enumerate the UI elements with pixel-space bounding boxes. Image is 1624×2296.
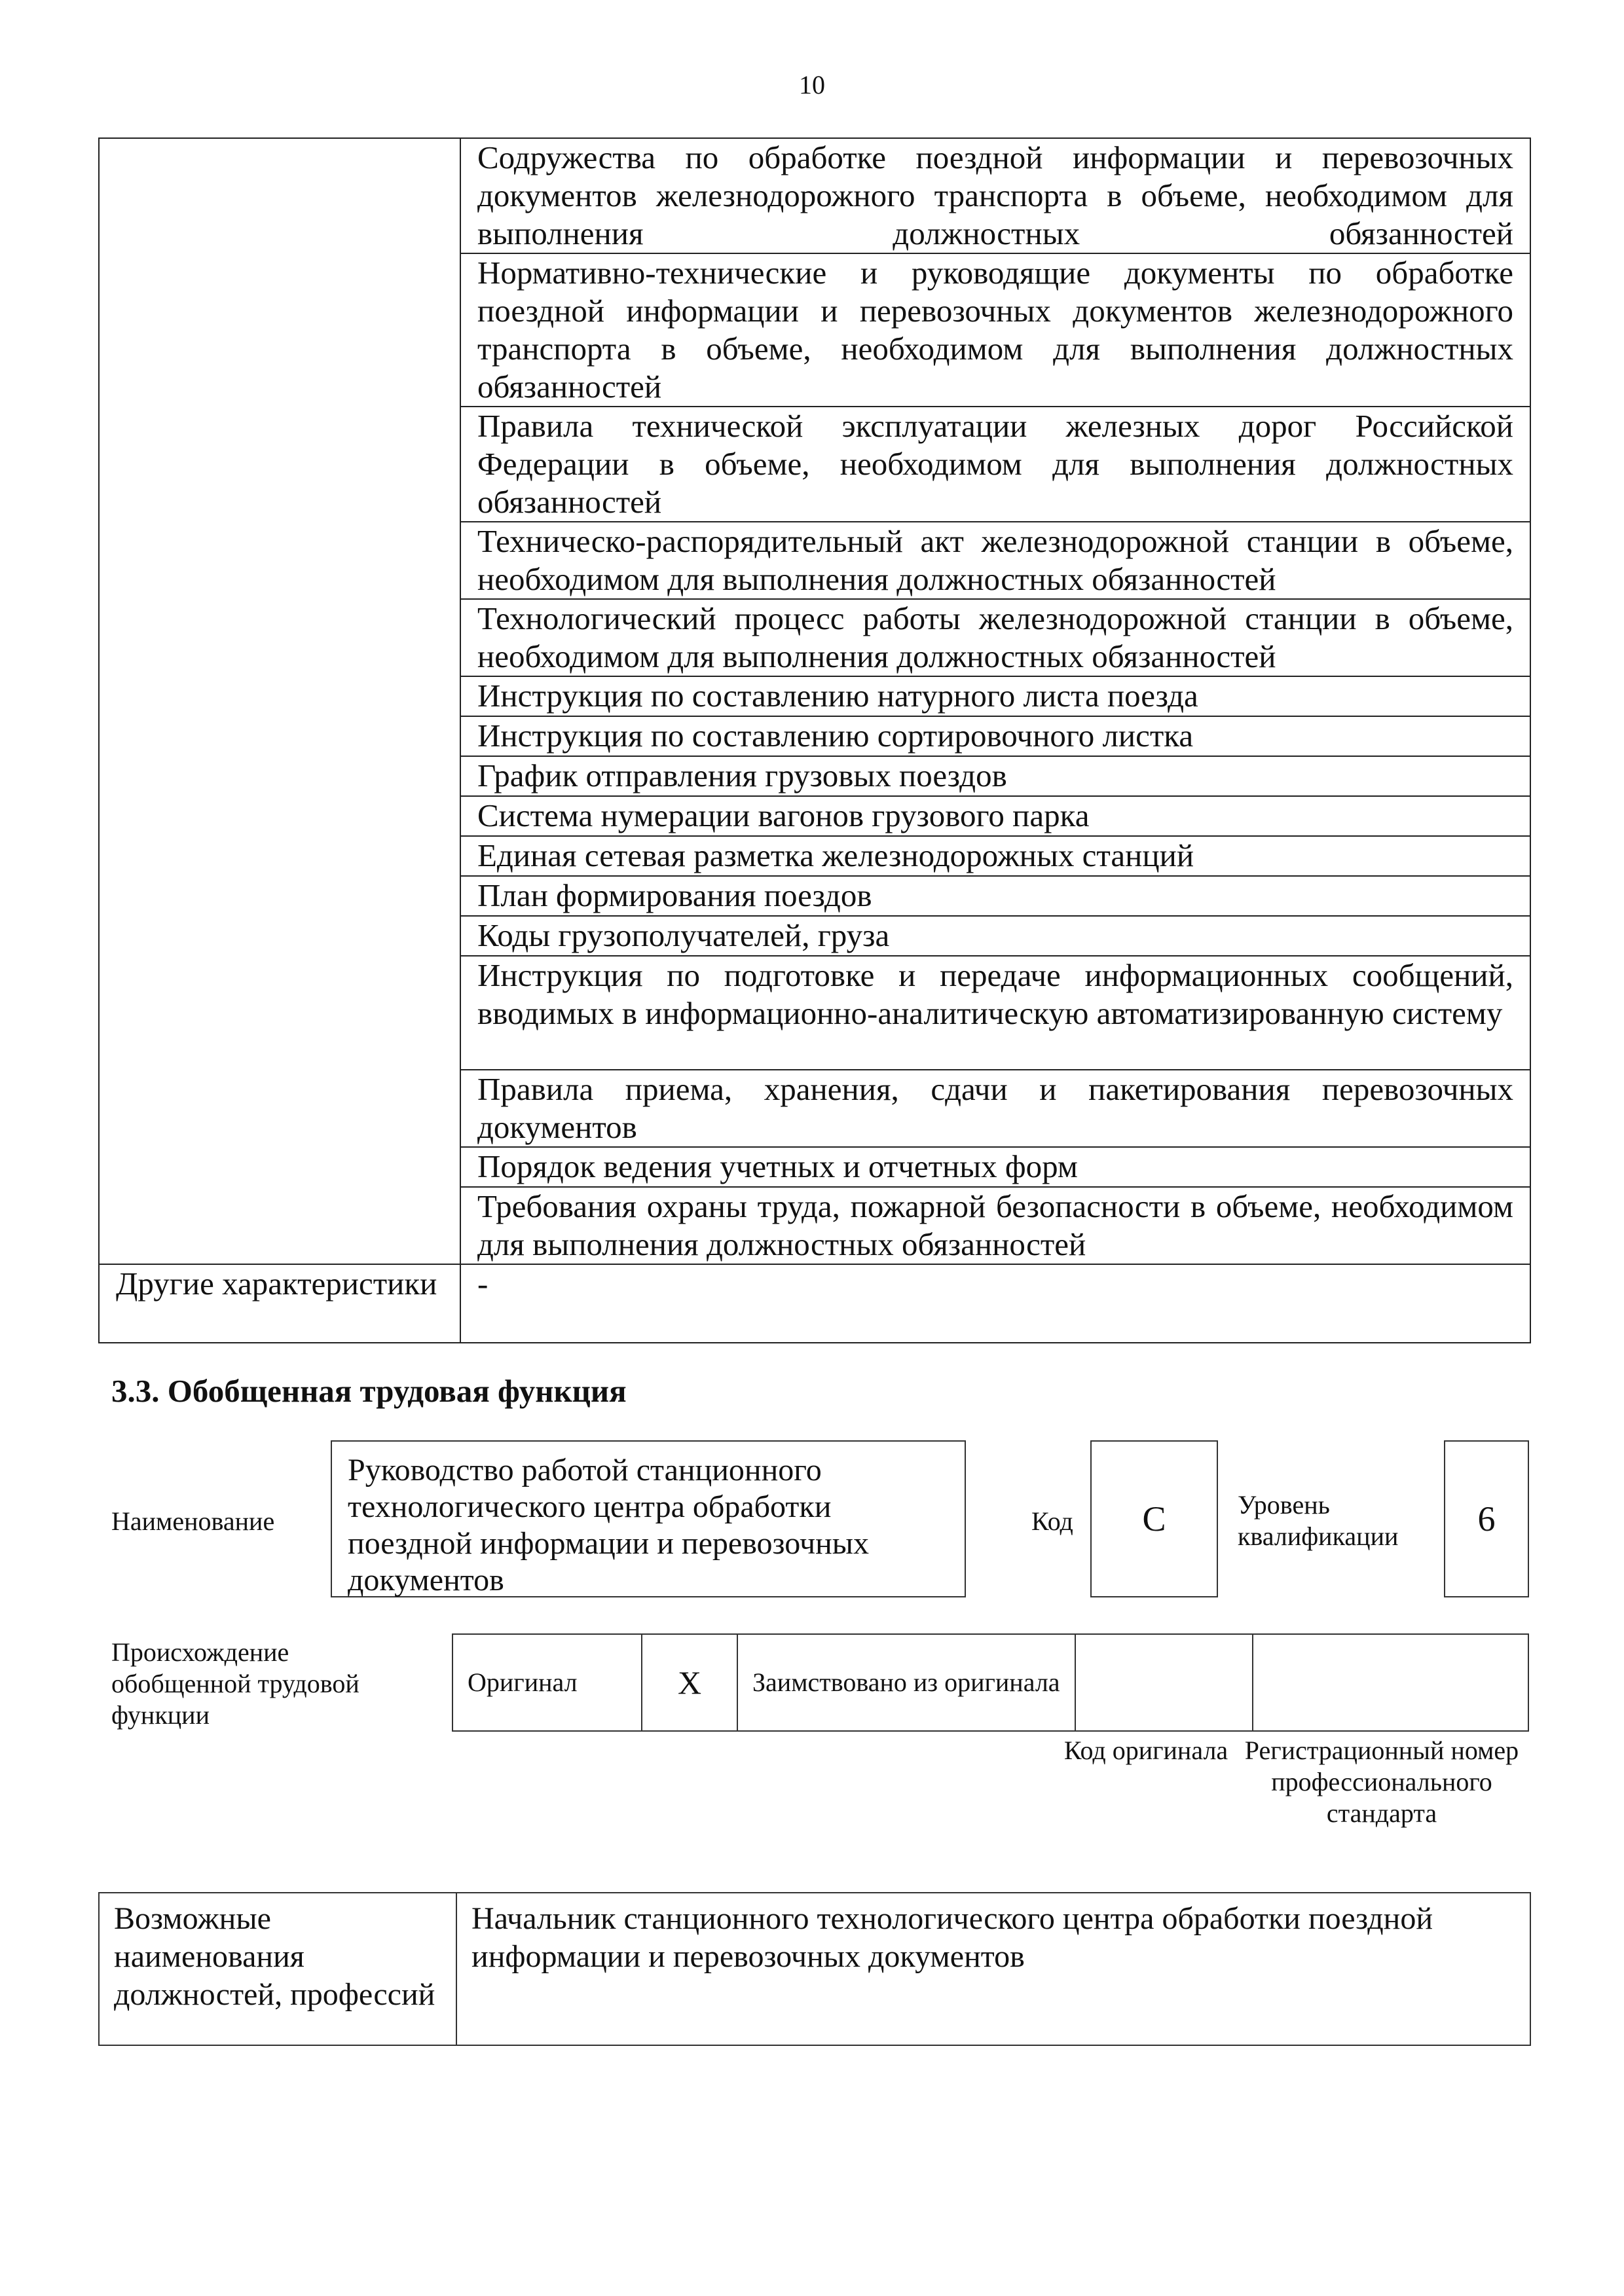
name-label: Наименование bbox=[111, 1506, 275, 1536]
knowledge-item: Техническо-распорядительный акт железнодорожной станции в объеме, необходимом для выполнения должностных обязанностей bbox=[460, 522, 1530, 599]
other-characteristics-value: - bbox=[460, 1264, 1530, 1343]
knowledge-item: План формирования поездов bbox=[460, 876, 1530, 916]
knowledge-item: Правила технической эксплуатации железных дорог Российской Федерации в объеме, необходимом для выполнения должностных обязанностей bbox=[460, 407, 1530, 522]
knowledge-item: Нормативно-технические и руководящие документы по обработке поездной информации и перевозочных документов железнодорожного транспорта в объеме, необходимом для выполнения должностных обязанностей bbox=[460, 253, 1530, 407]
knowledge-item: Требования охраны труда, пожарной безопасности в объеме, необходимом для выполнения должностных обязанностей bbox=[460, 1187, 1530, 1264]
knowledge-item: Правила приема, хранения, сдачи и пакетирования перевозочных документов bbox=[460, 1070, 1530, 1147]
original-mark-cell: X bbox=[642, 1634, 737, 1731]
knowledge-item: Содружества по обработке поездной информации и перевозочных документов железнодорожного транспорта в объеме, необходимом для выполнения должностных обязанностей bbox=[460, 138, 1530, 253]
origin-table bbox=[452, 1633, 1529, 1732]
original-code-cell bbox=[1075, 1634, 1253, 1731]
registration-number-cell bbox=[1253, 1634, 1528, 1731]
knowledge-item: График отправления грузовых поездов bbox=[460, 756, 1530, 796]
code-label: Код bbox=[1031, 1506, 1073, 1536]
knowledge-item: Инструкция по составлению натурного листа поезда bbox=[460, 676, 1530, 716]
knowledge-table bbox=[98, 137, 1531, 1343]
knowledge-item: Система нумерации вагонов грузового парка bbox=[460, 796, 1530, 836]
qualification-level-box: 6 bbox=[1444, 1440, 1529, 1597]
borrowed-label-cell: Заимствовано из оригинала bbox=[737, 1634, 1075, 1731]
table-row bbox=[99, 138, 1530, 253]
other-characteristics-label: Другие характеристики bbox=[99, 1264, 460, 1343]
possible-posts-table bbox=[98, 1892, 1531, 2046]
page-number: 10 bbox=[799, 70, 825, 100]
knowledge-label-cell bbox=[99, 138, 460, 1264]
table-row bbox=[99, 1264, 1530, 1343]
knowledge-item: Инструкция по подготовке и передаче информационных сообщений, вводимых в информационно-аналитическую автоматизированную систему bbox=[460, 956, 1530, 1070]
knowledge-item: Технологический процесс работы железнодорожной станции в объеме, необходимом для выполнения должностных обязанностей bbox=[460, 599, 1530, 676]
origin-label: Происхождение обобщенной трудовой функции bbox=[111, 1637, 360, 1730]
knowledge-item: Порядок ведения учетных и отчетных форм bbox=[460, 1147, 1530, 1187]
knowledge-item: Коды грузополучателей, груза bbox=[460, 916, 1530, 956]
possible-posts-value: Начальник станционного технологического центра обработки поездной информации и перевозочных документов bbox=[456, 1893, 1530, 2045]
code-original-caption: Код оригинала bbox=[1063, 1736, 1228, 1765]
registration-number-caption: Регистрационный номер профессионального стандарта bbox=[1244, 1736, 1519, 1828]
code-value-box: C bbox=[1090, 1440, 1218, 1597]
knowledge-item: Единая сетевая разметка железнодорожных станций bbox=[460, 836, 1530, 876]
table-row bbox=[452, 1634, 1528, 1731]
original-label-cell: Оригинал bbox=[452, 1634, 642, 1731]
table-row bbox=[99, 1893, 1530, 2045]
section-title: 3.3. Обобщенная трудовая функция bbox=[111, 1373, 627, 1409]
name-value-box: Руководство работой станционного технологического центра обработки поездной информации и перевозочных документов bbox=[331, 1440, 966, 1597]
qualification-level-label: Уровень квалификации bbox=[1238, 1490, 1399, 1551]
knowledge-item: Инструкция по составлению сортировочного листка bbox=[460, 716, 1530, 756]
possible-posts-label: Возможные наименования должностей, профессий bbox=[99, 1893, 456, 2045]
